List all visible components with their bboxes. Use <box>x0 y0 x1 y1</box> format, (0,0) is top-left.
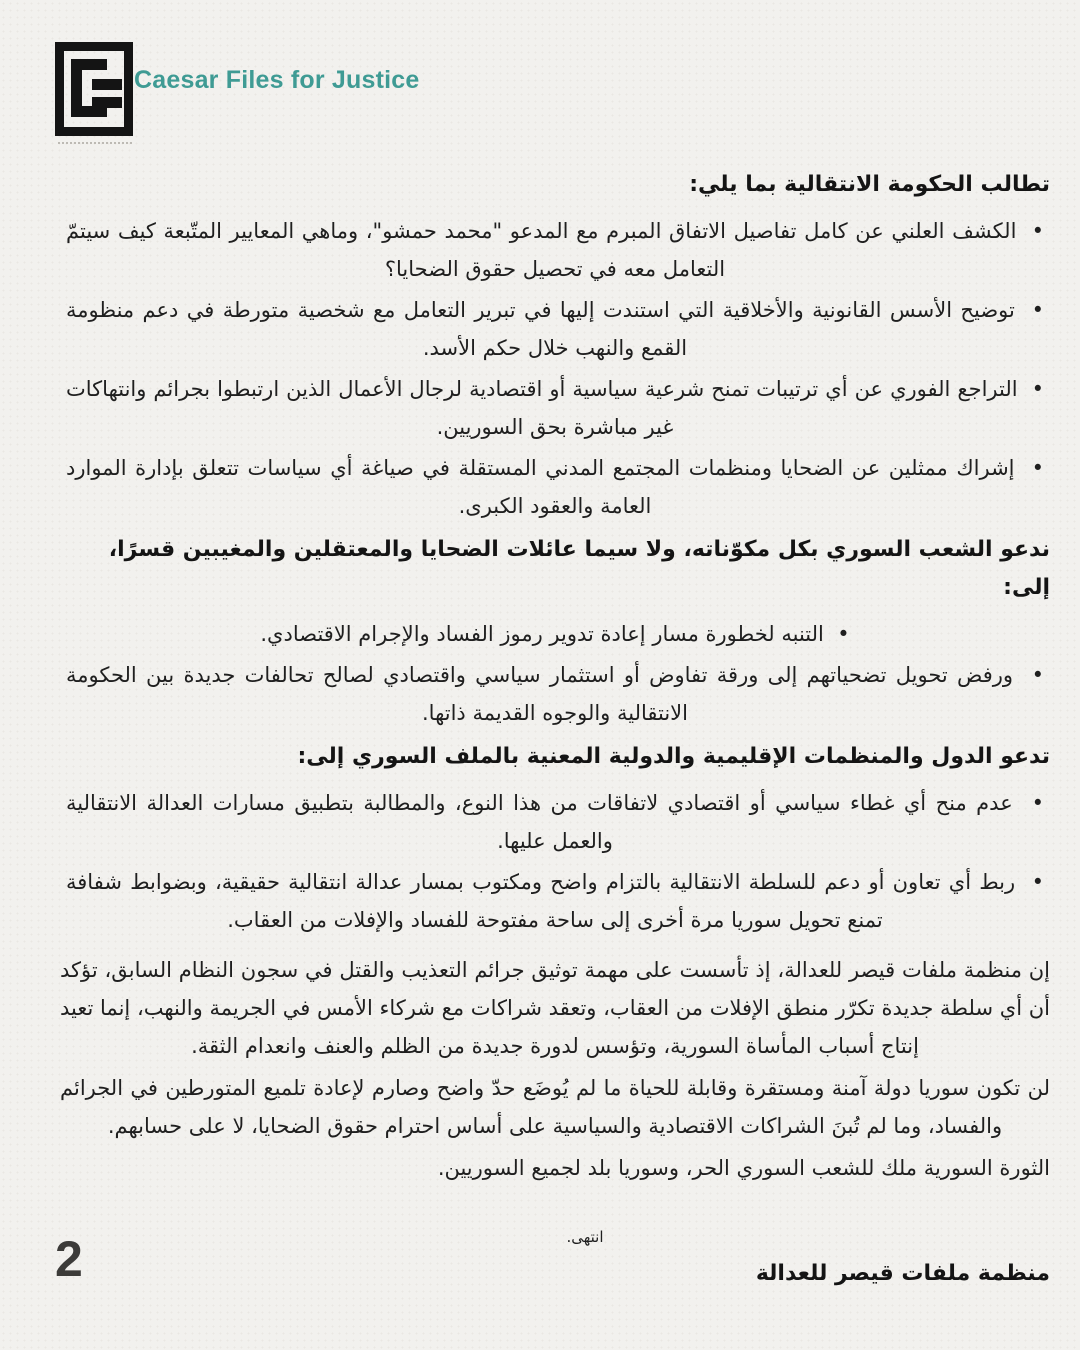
bullet-list-demands <box>60 212 1050 525</box>
closing-mark: انتهى. <box>566 1228 604 1246</box>
bullet-item: • إشراك ممثلين عن الضحايا ومنظمات المجتمع المدني المستقلة في صياغة أي سياسات تتعلق بإدارة الموارد العامة والعقود الكبرى. <box>60 449 1050 525</box>
bullet-item: • توضيح الأسس القانونية والأخلاقية التي استندت إليها في تبرير التعامل مع شخصية متورطة في دعم منظومة القمع والنهب خلال حكم الأسد. <box>60 291 1050 367</box>
body-paragraph: إن منظمة ملفات قيصر للعدالة، إذ تأسست على مهمة توثيق جرائم التعذيب والقتل في سجون النظام السابق، تؤكد أن أي سلطة جديدة تكرّر منطق الإفلات من العقاب، وتعقد شراكات مع شركاء الأمس في الجريمة والنهب، إنما تعيد إنتاج أسباب المأساة السورية، وتؤسس لدورة جديدة من الظلم والعنف وانعدام الثقة. <box>60 958 1050 1058</box>
bullet-list-people <box>60 615 1050 732</box>
bullet-item: • التنبه لخطورة مسار إعادة تدوير رموز الفساد والإجرام الاقتصادي. <box>60 615 1050 653</box>
logo-bar-bottom <box>92 97 122 108</box>
body-paragraph: لن تكون سوريا دولة آمنة ومستقرة وقابلة للحياة ما لم يُوضَع حدّ واضح وصارم لإعادة تلميع المتورطين في الجرائم والفساد، وما لم تُبنَ الشراكات الاقتصادية والسياسية على أساس احترام حقوق الضحايا، لا على حسابهم. <box>60 1076 1050 1138</box>
bullet-item: • عدم منح أي غطاء سياسي أو اقتصادي لاتفاقات من هذا النوع، والمطالبة بتطبيق مسارات العدالة الانتقالية والعمل عليها. <box>60 784 1050 860</box>
bullet-list-states <box>60 784 1050 939</box>
document-body <box>60 160 1050 1293</box>
body-paragraph: الثورة السورية ملك للشعب السوري الحر، وسوريا بلد لجميع السوريين. <box>437 1156 1050 1180</box>
logo-wordmark: Caesar Files for Justice <box>134 66 420 94</box>
bullet-item: • ورفض تحويل تضحياتهم إلى ورقة تفاوض أو استثمار سياسي واقتصادي لصالح تحالفات جديدة بين الحكومة الانتقالية والوجوه القديمة ذاتها. <box>60 656 1050 732</box>
organization-signature: منظمة ملفات قيصر للعدالة <box>755 1261 1050 1286</box>
logo-underline-dots <box>58 139 132 144</box>
bullet-item: • ربط أي تعاون أو دعم للسلطة الانتقالية بالتزام واضح ومكتوب بمسار عدالة انتقالية حقيقية، وبضوابط شفافة تمنع تحويل سوريا مرة أخرى إلى ساحة مفتوحة للفساد والإفلات من العقاب. <box>60 863 1050 939</box>
section-heading-transitional-government: تطالب الحكومة الانتقالية بما يلي: <box>689 172 1050 197</box>
section-heading-states-organizations: تدعو الدول والمنظمات الإقليمية والدولية المعنية بالملف السوري إلى: <box>297 744 1050 769</box>
logo-bar-top <box>92 79 122 90</box>
bullet-item: • الكشف العلني عن كامل تفاصيل الاتفاق المبرم مع المدعو "محمد حمشو"، وماهي المعايير المتّبعة كيف سيتمّ التعامل معه في تحصيل حقوق الضحايا؟ <box>60 212 1050 288</box>
section-heading-syrian-people: ندعو الشعب السوري بكل مكوّناته، ولا سيما عائلات الضحايا والمعتقلين والمغيبين قسرًا، إلى: <box>108 537 1050 600</box>
bullet-item: • التراجع الفوري عن أي ترتيبات تمنح شرعية سياسية أو اقتصادية لرجال الأعمال الذين ارتبطوا بجرائم وانتهاكات غير مباشرة بحق السوريين. <box>60 370 1050 446</box>
caesar-files-logo-icon <box>55 42 133 136</box>
page-number: 2 <box>55 1231 83 1287</box>
